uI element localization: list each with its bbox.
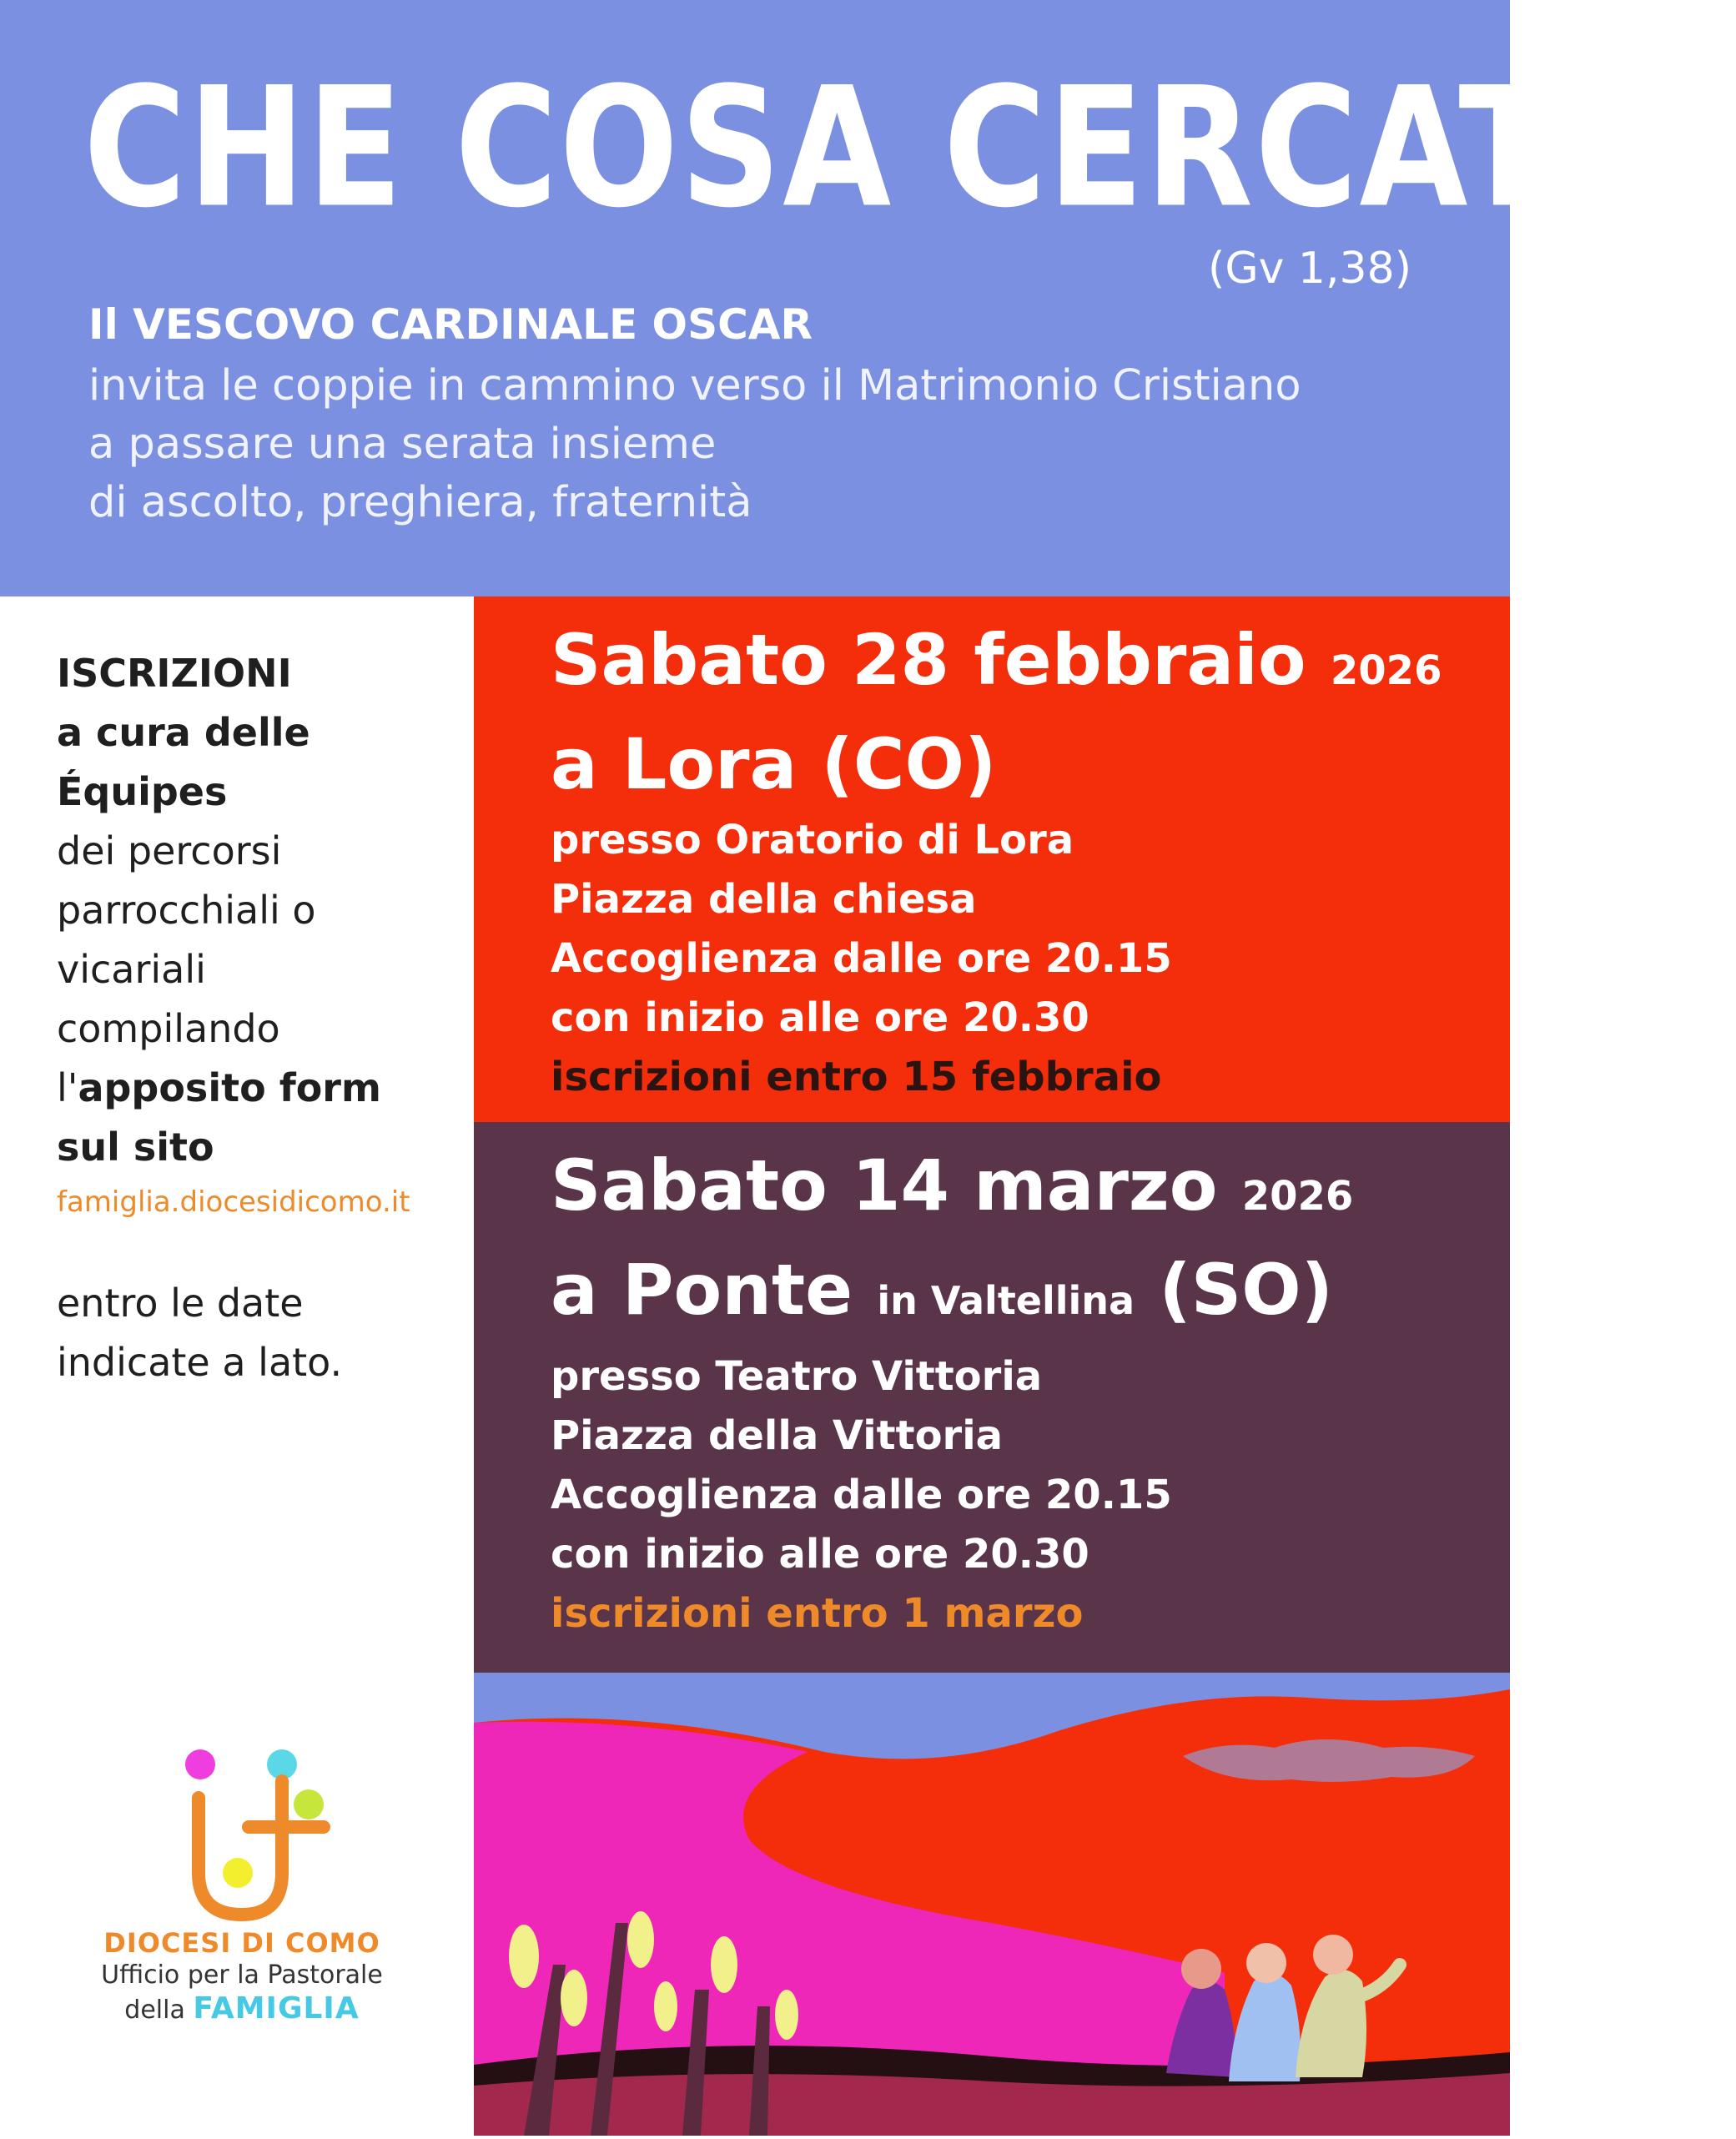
event-detail-line: Accoglienza dalle ore 20.15	[551, 935, 1172, 982]
logo-diocese-name: DIOCESI DI COMO	[103, 1927, 380, 1959]
registration-info	[57, 644, 410, 1227]
event-detail-line: presso Teatro Vittoria	[551, 1353, 1043, 1400]
event-deadline: iscrizioni entro 1 marzo	[551, 1590, 1084, 1637]
page-title: CHE COSA CERCATE?	[83, 51, 1736, 244]
event-place: a Lora (CO)	[551, 723, 997, 805]
invitation-text	[88, 357, 1301, 532]
event-date	[551, 1139, 1353, 1243]
registration-heading: ISCRIZIONI	[57, 651, 292, 696]
diocese-logo	[100, 1739, 384, 2056]
event-detail-line: con inizio alle ore 20.30	[551, 994, 1089, 1041]
registration-line: sul sito	[57, 1125, 214, 1170]
event-place	[551, 1243, 1353, 1347]
logo-text	[100, 1927, 384, 2027]
bishop-line: Il VESCOVO CARDINALE OSCAR	[88, 300, 813, 349]
registration-prefix: l'	[57, 1065, 78, 1110]
event-place-main: a Ponte	[551, 1249, 853, 1331]
event-date	[551, 613, 1442, 717]
logo-family-word: FAMIGLIA	[193, 1991, 360, 2026]
event-detail-line: Piazza della chiesa	[551, 876, 977, 923]
deadline-note-line: entro le date	[57, 1281, 304, 1326]
event-detail-line: con inizio alle ore 20.30	[551, 1531, 1089, 1578]
registration-line: vicariali	[57, 947, 206, 992]
event-card-ponte	[474, 1122, 1510, 1673]
event-deadline: iscrizioni entro 15 febbraio	[551, 1054, 1162, 1100]
registration-line	[57, 1059, 410, 1118]
registration-deadline-note	[57, 1274, 342, 1392]
event-place-end: (SO)	[1159, 1249, 1334, 1331]
family-logo-icon	[100, 1739, 384, 1923]
registration-line: dei percorsi	[57, 828, 282, 873]
logo-office-name: Ufficio per la Pastorale	[101, 1960, 383, 1990]
event-year: 2026	[1241, 1173, 1354, 1220]
invitation-line: di ascolto, preghiera, fraternità	[88, 478, 752, 527]
registration-form-text: apposito form	[78, 1065, 381, 1110]
header-banner	[0, 0, 1736, 596]
event-date-main: Sabato 28 febbraio	[551, 619, 1306, 701]
event-year: 2026	[1330, 647, 1442, 694]
invitation-line: a passare una serata insieme	[88, 420, 717, 469]
landscape-illustration	[474, 1673, 1510, 2136]
event-detail-line: Piazza della Vittoria	[551, 1412, 1004, 1459]
bible-reference: (Gv 1,38)	[1208, 244, 1411, 294]
event-date-main: Sabato 14 marzo	[551, 1145, 1218, 1226]
logo-family-prefix: della	[124, 1996, 185, 2025]
registration-line: parrocchiali o	[57, 888, 316, 933]
deadline-note-line: indicate a lato.	[57, 1340, 343, 1385]
registration-line: a cura delle	[57, 710, 310, 755]
invitation-line: invita le coppie in cammino verso il Matrimonio Cristiano	[88, 361, 1301, 410]
event-card-lora	[474, 596, 1510, 1122]
event-detail-line: presso Oratorio di Lora	[551, 817, 1074, 863]
registration-line: compilando	[57, 1006, 280, 1051]
illustration	[474, 1673, 1510, 2136]
event-detail-line: Accoglienza dalle ore 20.15	[551, 1472, 1172, 1518]
event-place-mid: in Valtellina	[877, 1278, 1135, 1323]
registration-line: Équipes	[57, 769, 228, 814]
logo-family-line	[100, 1992, 384, 2027]
website-link[interactable]: famiglia.diocesidicomo.it	[57, 1185, 410, 1219]
